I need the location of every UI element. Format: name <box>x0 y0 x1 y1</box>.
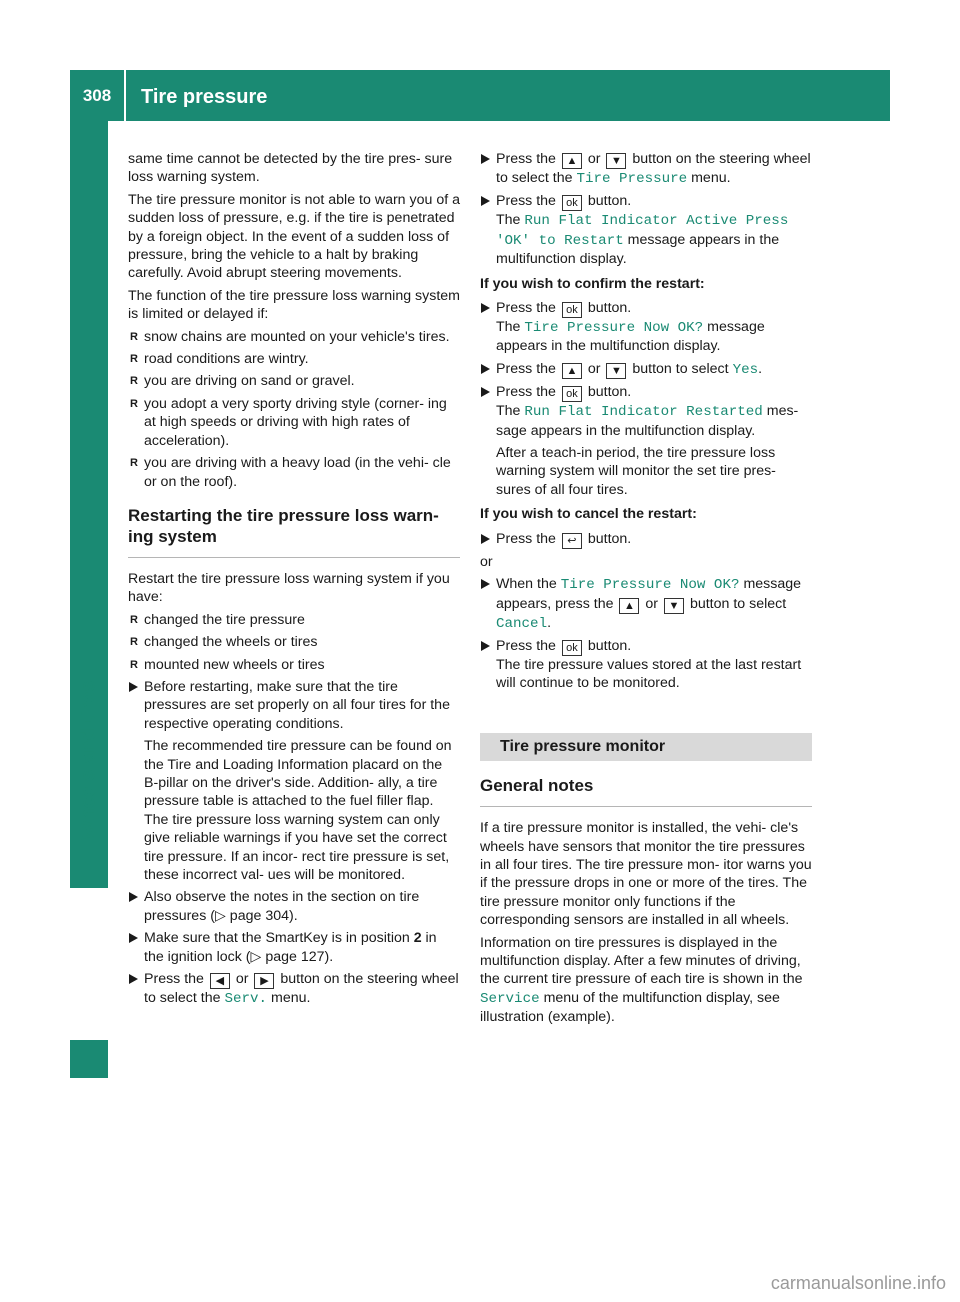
step: Before restarting, make sure that the tire pressures are set properly on all four tires for the respective operating conditions. <box>128 678 460 733</box>
list-item: R changed the wheels or tires <box>128 633 460 651</box>
text: button to select <box>689 595 787 612</box>
step: Press the ▲ or ▼ button to select Yes. <box>480 360 812 379</box>
up-arrow-key-icon: ▲ <box>562 363 582 379</box>
text: Press the <box>496 193 556 210</box>
page-number: 308 <box>82 86 112 105</box>
list-item: R snow chains are mounted on your vehicle's tires. <box>128 328 460 346</box>
list-item: R you adopt a very sporty driving style (corner- ing at high speeds or driving with high rates of acceleration). <box>128 395 460 450</box>
position-value: 2 <box>413 930 422 947</box>
text: message appears in the multifunction display. <box>496 231 780 268</box>
section-banner: Tire pressure monitor <box>480 733 812 761</box>
step <box>480 150 812 188</box>
paragraph: Restart the tire pressure loss warning system if you have: <box>128 570 450 606</box>
menu-name: Tire Pressure <box>576 171 688 187</box>
text: The <box>496 319 521 336</box>
page-title: Tire pressure <box>141 86 268 108</box>
menu-name: Service <box>480 990 540 1007</box>
back-key-icon: ↩ <box>562 533 582 549</box>
paragraph: or <box>480 553 493 570</box>
ok-key-icon: ok <box>562 640 582 656</box>
divider <box>128 557 460 558</box>
text: Press the <box>496 360 556 377</box>
menu-name: Serv. <box>224 991 268 1008</box>
text: Make sure that the SmartKey is in position <box>144 930 414 947</box>
right-arrow-key-icon: ▶ <box>254 973 274 989</box>
down-arrow-key-icon: ▼ <box>606 363 626 379</box>
step <box>480 530 812 549</box>
step: Also observe the notes in the section on tire pressures (▷ page 304). <box>128 888 460 925</box>
step <box>480 299 812 356</box>
list-item: R road conditions are wintry. <box>128 350 460 368</box>
display-message: Run Flat Indicator Restarted <box>524 404 763 421</box>
text: menu of the multifunction display, see illustration (example). <box>480 989 780 1026</box>
list-item: R you are driving with a heavy load (in the vehi- cle or on the roof). <box>128 454 460 491</box>
step <box>128 929 460 966</box>
down-arrow-key-icon: ▼ <box>664 598 684 614</box>
text: or <box>587 360 601 377</box>
text: button. <box>587 384 632 401</box>
text: Press the <box>496 384 556 401</box>
step <box>480 637 812 693</box>
text: The <box>496 212 521 229</box>
step <box>480 192 812 268</box>
subheading: If you wish to cancel the restart: <box>480 506 697 523</box>
text: Press the <box>496 300 556 317</box>
up-arrow-key-icon: ▲ <box>562 153 582 169</box>
list-item: R mounted new wheels or tires <box>128 656 460 674</box>
text: or <box>645 595 659 612</box>
down-arrow-key-icon: ▼ <box>606 153 626 169</box>
left-column <box>128 150 460 1012</box>
side-section-label: Wheels and tires <box>77 680 100 840</box>
text: button. <box>587 300 632 317</box>
step-note: After a teach-in period, the tire pressure loss warning system will monitor the set tire pres- sures of all four tires. <box>496 445 776 498</box>
text: The <box>496 403 521 420</box>
menu-option: Yes <box>732 361 759 378</box>
header-divider <box>124 70 126 121</box>
text: Press the <box>496 151 556 167</box>
left-arrow-key-icon: ◀ <box>210 973 230 989</box>
text: in the ignition lock (▷ page 127). <box>144 930 437 965</box>
display-message: Run Flat Indicator Active Press 'OK' to Restart <box>496 213 789 249</box>
text: menu. <box>271 990 311 1007</box>
step-note: The recommended tire pressure can be found on the Tire and Loading Information placard on the B-pillar on the driver's side. Addition- ally, a tire pressure table is attached to the fuel filler flap. The tire pressure loss warning system can only give reliable warnings if you have set the correct tire pressure. If an incor- rect tire pressure is set, these incorrect val- ues will be monitored. <box>144 738 452 883</box>
right-column <box>480 150 812 1031</box>
text: button. <box>587 530 632 547</box>
paragraph: If a tire pressure monitor is installed, the vehi- cle's wheels have sensors that monitor the tire pressures in all four tires. The tire pressure mon- itor warns you if the pressure drops in one or more of the tires. The tire pressure monitor only functions if the corresponding sensors are installed in all wheels. <box>480 820 812 929</box>
list-item: R you are driving on sand or gravel. <box>128 372 460 390</box>
subheading: If you wish to confirm the restart: <box>480 275 705 292</box>
text: Press the <box>496 530 556 547</box>
ok-key-icon: ok <box>562 195 582 211</box>
text: button to select <box>632 360 729 377</box>
text: button on the steering wheel to select the <box>144 971 459 1007</box>
display-message: Tire Pressure Now OK? <box>524 320 704 337</box>
section-heading: Restarting the tire pressure loss warn- ing system <box>128 505 439 546</box>
side-tab-marker <box>70 1040 108 1078</box>
paragraph <box>480 934 812 1027</box>
paragraph: The tire pressure monitor is not able to warn you of a sudden loss of pressure, e.g. if the tire is penetrated by a foreign object. In the event of a sudden loss of pressure, bring the vehicle to a halt by braking carefully. Avoid abrupt steering movements. <box>128 191 460 282</box>
text: mes- sage appears in the multifunction display. <box>496 403 799 439</box>
menu-option: Cancel <box>496 615 548 632</box>
paragraph: The function of the tire pressure loss warning system is limited or delayed if: <box>128 287 460 323</box>
text: When the <box>496 576 557 593</box>
text: Information on tire pressures is displayed in the multifunction display. After a few minutes of driving, the current tire pressure of each tire is shown in the <box>480 934 803 988</box>
up-arrow-key-icon: ▲ <box>619 598 639 614</box>
ok-key-icon: ok <box>562 386 582 402</box>
ok-key-icon: ok <box>562 302 582 318</box>
step <box>480 383 812 440</box>
text: Press the <box>144 971 204 988</box>
display-message: Tire Pressure Now OK? <box>560 577 740 594</box>
text: message appears, press the <box>496 576 802 612</box>
section-heading: General notes <box>480 776 594 796</box>
text: button on the steering wheel to select the <box>496 151 811 186</box>
text: The tire pressure values stored at the last restart will continue to be monitored. <box>496 656 802 692</box>
step: When the Tire Pressure Now OK? message appears, press the ▲ or ▼ button to select Cancel. <box>480 575 812 633</box>
list-item: R changed the tire pressure <box>128 611 460 629</box>
text: or <box>235 971 249 988</box>
watermark: carmanualsonline.info <box>770 1273 946 1293</box>
paragraph: same time cannot be detected by the tire pres- sure loss warning system. <box>128 151 453 186</box>
step <box>128 970 460 1008</box>
divider <box>480 806 812 807</box>
text: button. <box>587 193 632 210</box>
text: message appears in the multifunction display. <box>496 319 765 355</box>
text: Press the <box>496 637 556 654</box>
text: button. <box>587 637 632 654</box>
text: or <box>587 151 601 167</box>
text: menu. <box>691 170 731 186</box>
